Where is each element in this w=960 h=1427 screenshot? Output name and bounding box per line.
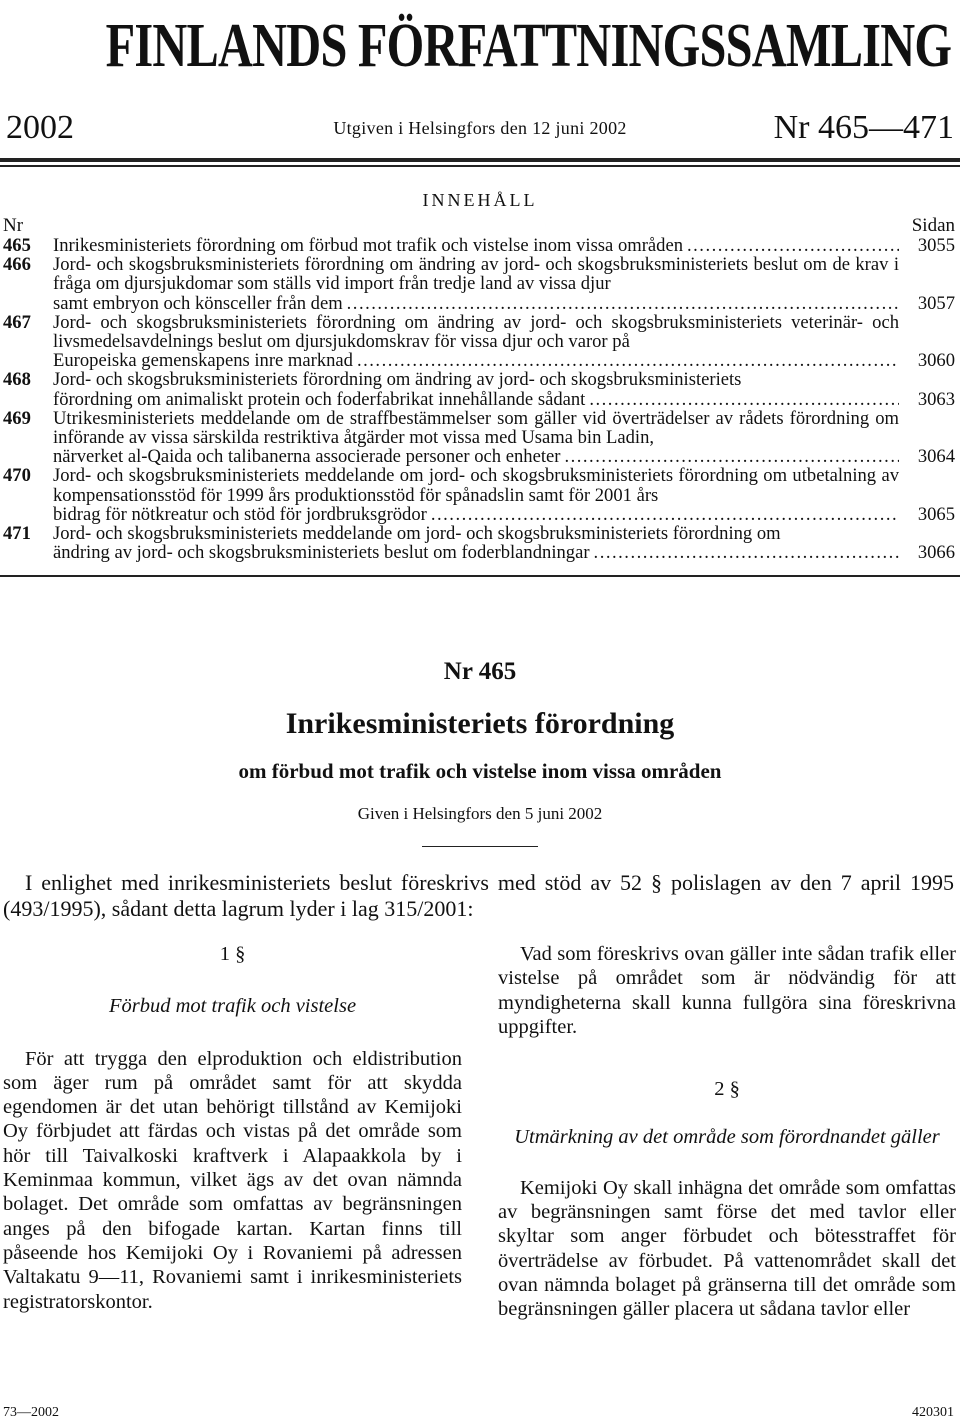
toc-leader-dots	[687, 236, 899, 255]
act-subtitle: om förbud mot trafik och vistelse inom vissa områden	[238, 759, 722, 783]
toc-entry-number: 468	[3, 369, 31, 391]
section-1-title: Förbud mot trafik och vistelse	[108, 995, 357, 1018]
toc-entry-number: 466	[3, 254, 31, 276]
toc-entry[interactable]	[3, 236, 955, 255]
toc-column-nr: Nr	[3, 215, 24, 236]
toc-entry-title: Jord- och skogsbruksministeriets förordning om ändring av jord- och skogsbruksministeriets beslut om de krav i fråga om djursjukdomar som ställs vid import från tredje land av vissa djur	[53, 254, 899, 295]
header-rule	[0, 158, 960, 167]
toc-entry-number: 471	[3, 523, 31, 545]
toc-entry-number: 467	[3, 311, 31, 333]
toc-entry-last-line	[53, 351, 899, 370]
section-1-paragraph-cont: Vad som föreskrivs ovan gäller inte sådan trafik eller vistelse på området som är nödvändig för att myndigheterna skall kunna fullgöra sina föreskrivna uppgifter.	[498, 943, 956, 1038]
toc-entry-page: 3066	[917, 542, 955, 564]
toc-entry-title: Jord- och skogsbruksministeriets meddelande om jord- och skogsbruksministeriets förordning om	[53, 523, 781, 545]
act-number: Nr 465	[443, 658, 517, 685]
issue-year: 2002	[6, 109, 74, 146]
section-1-paragraph: För att trygga den elproduktion och eldistribution som äger rum på området samt för att skydda egendomen är det utan behörigt tillstånd av Kemijoki Oy förbjudet att färdas och vistas på det område som hör till Taivalkoski kraftverk i Alapaakkola by i Keminmaa kommun, vilket ägs av det ovan nämnda bolaget. Det område som omfattas av begränsningen anges på den bifogade kartan. Kartan finns till påseende hos Kemijoki Oy i Rovaniemi på adressen Valtakatu 9—11, Rovaniemi samt i inrikesministeriets registratorskontor.	[3, 1047, 462, 1313]
footer-print-code: 73—2002	[3, 1405, 59, 1420]
toc-bottom-rule	[0, 575, 960, 577]
toc-leader-dots	[564, 447, 899, 466]
toc-entry-last-line	[53, 447, 899, 466]
toc-entry-last-line	[53, 236, 899, 255]
toc-entry-title: Jord- och skogsbruksministeriets förordning om ändring av jord- och skogsbruksministeriets veterinär- och livsmedelsavdelnings beslut om djursjukdomskrav för vissa djur och varor på	[53, 311, 899, 353]
toc-entry[interactable]	[3, 524, 955, 562]
section-2-title: Utmärkning av det område som förordnandet gäller	[514, 1126, 940, 1149]
toc-entry[interactable]	[3, 313, 955, 371]
table-of-contents	[3, 236, 955, 562]
toc-leader-dots	[431, 505, 899, 524]
toc-entry[interactable]	[3, 370, 955, 408]
toc-entry-page: 3065	[917, 503, 955, 525]
toc-entry-title-end: bidrag för nötkreatur och stöd för jordbruksgrödor	[53, 503, 427, 525]
toc-entry-title-end: samt embryon och könsceller från dem	[53, 292, 343, 314]
act-preamble	[3, 870, 954, 922]
toc-entry-title-end: närverket al-Qaida och talibanerna associerade personer och enheter	[53, 446, 561, 468]
header-rule-thin	[0, 165, 960, 167]
header-rule-thick	[0, 158, 960, 162]
issue-numbers: Nr 465—471	[773, 109, 954, 146]
toc-entry-title: Jord- och skogsbruksministeriets meddelande om jord- och skogsbruksministeriets förordning om utbetalning av kompensationsstöd för 1999 års produktionsstöd för spånadslin samt för 2001 års	[53, 465, 899, 506]
footer-serial: 420301	[912, 1405, 954, 1420]
toc-entry-number: 469	[3, 407, 31, 429]
toc-column-page: Sidan	[911, 215, 955, 236]
toc-heading: INNEHÅLL	[422, 190, 538, 210]
toc-entry-last-line	[53, 294, 899, 313]
section-2-paragraph: Kemijoki Oy skall inhägna det område som omfattas av begränsningen samt förse det med tavlor eller skyltar som anger förbudet och bötesstraffet för överträdelse av förbudet. På vattenområdet skall det ovan nämnda bolaget på gränserna till det område som begränsningen gäller placera ut sådana tavlor eller	[498, 1176, 956, 1321]
toc-leader-dots	[589, 390, 899, 409]
toc-entry-last-line	[53, 543, 899, 562]
act-title-rule	[422, 846, 538, 847]
toc-entry-title: Utrikesministeriets meddelande om de straffbestämmelser som gäller vid överträdelser av rådets förordning om införande av vissa särskilda restriktiva åtgärder mot vissa med Usama bin Ladin,	[53, 407, 899, 449]
toc-entry[interactable]	[3, 466, 955, 524]
toc-entry-number: 470	[3, 465, 31, 487]
toc-entry-page: 3057	[917, 292, 955, 314]
issue-place-date: Utgiven i Helsingfors den 12 juni 2002	[333, 118, 627, 138]
toc-entry-last-line	[53, 390, 899, 409]
toc-entry[interactable]	[3, 409, 955, 467]
toc-leader-dots	[594, 543, 899, 562]
body-column-left	[3, 942, 462, 1314]
toc-entry-last-line	[53, 505, 899, 524]
act-given-date: Given i Helsingfors den 5 juni 2002	[357, 804, 603, 823]
toc-leader-dots	[347, 294, 899, 313]
toc-entry-page: 3055	[917, 235, 955, 256]
section-2-number: 2 §	[714, 1078, 740, 1101]
toc-entry-number: 465	[3, 235, 31, 256]
toc-entry-title: Inrikesministeriets förordning om förbud mot trafik och vistelse inom vissa områden	[53, 235, 683, 256]
toc-entry-title: Jord- och skogsbruksministeriets förordning om ändring av jord- och skogsbruksministeriets	[53, 369, 742, 391]
toc-entry-title-end: Europeiska gemenskapens inre marknad	[53, 350, 353, 372]
toc-entry-title-end: ändring av jord- och skogsbruksministeriets beslut om foderblandningar	[53, 542, 590, 564]
toc-entry-page: 3063	[917, 388, 955, 410]
toc-entry[interactable]	[3, 255, 955, 313]
toc-entry-title-end: förordning om animaliskt protein och foderfabrikat innehållande sådant	[53, 388, 586, 410]
section-1-number: 1 §	[219, 943, 246, 965]
toc-entry-page: 3064	[917, 446, 955, 468]
publication-masthead: FINLANDS FÖRFATTNINGSSAMLING	[105, 12, 952, 80]
toc-leader-dots	[357, 351, 899, 370]
preamble-text: I enlighet med inrikesministeriets beslut föreskrivs med stöd av 52 § polislagen av den 7 april 1995 (493/1995), sådant detta lagrum lyder i lag 315/2001:	[3, 870, 954, 921]
act-title: Inrikesministeriets förordning	[285, 707, 675, 740]
body-column-right	[498, 942, 956, 1322]
issue-line	[6, 108, 954, 148]
toc-entry-page: 3060	[917, 350, 955, 372]
